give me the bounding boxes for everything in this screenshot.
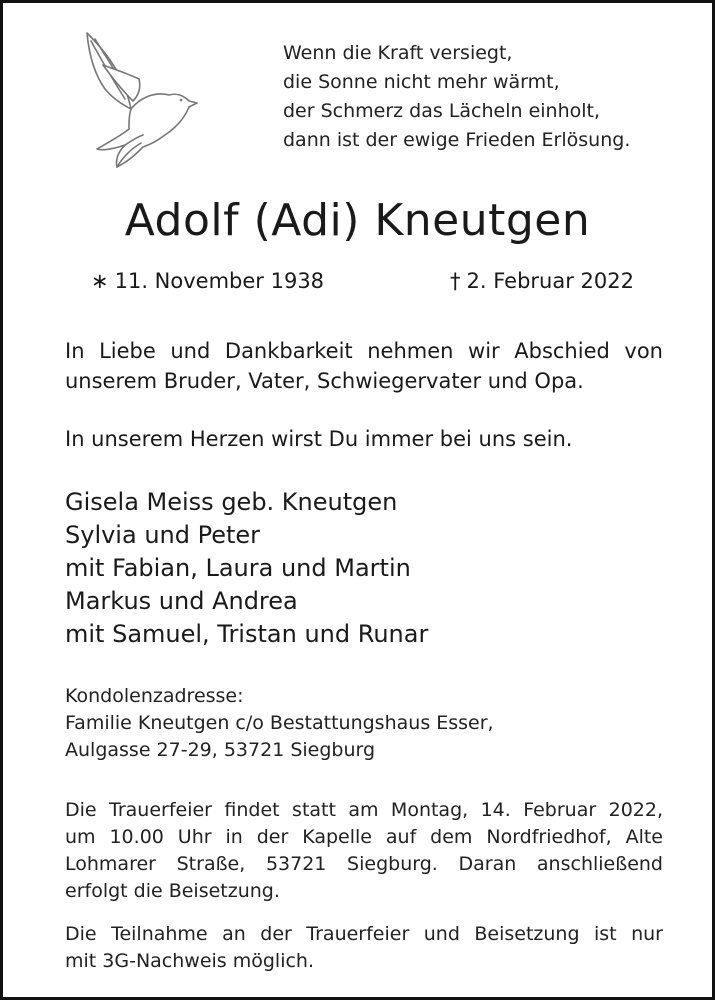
condolence-line: Aulgasse 27-29, 53721 Siegburg bbox=[65, 739, 376, 761]
ceremony-line: Lohmarer Straße, 53721 Siegburg. Daran anschließend bbox=[65, 853, 663, 875]
death-date-text: 2. Februar 2022 bbox=[466, 269, 634, 293]
poem-line: der Schmerz das Lächeln einholt, bbox=[283, 100, 601, 122]
deceased-name: Adolf (Adi) Kneutgen bbox=[124, 195, 591, 246]
birth-date-text: 11. November 1938 bbox=[114, 269, 325, 293]
attendance-notice bbox=[65, 921, 663, 975]
poem-line: dann ist der ewige Frieden Erlösung. bbox=[283, 129, 631, 151]
condolence-label: Kondolenzadresse: bbox=[65, 685, 244, 707]
poem-line: die Sonne nicht mehr wärmt, bbox=[283, 71, 560, 93]
ceremony-line: erfolgt die Beisetzung. bbox=[65, 880, 280, 902]
death-date bbox=[450, 269, 634, 293]
farewell-line: unserem Bruder, Vater, Schwiegervater und Opa. bbox=[65, 369, 584, 393]
notice-line: mit 3G-Nachweis möglich. bbox=[65, 950, 315, 972]
dove-icon bbox=[73, 25, 203, 175]
ceremony-line: Die Trauerfeier findet statt am Montag, 14. Februar 2022, bbox=[65, 799, 663, 821]
family-member: Markus und Andrea bbox=[65, 587, 298, 615]
ceremony-line: um 10.00 Uhr in der Kapelle auf dem Nordfriedhof, Alte bbox=[65, 826, 663, 848]
family-member: mit Fabian, Laura und Martin bbox=[65, 554, 411, 582]
heart-message: In unserem Herzen wirst Du immer bei uns sein. bbox=[65, 427, 573, 451]
notice-line: Die Teilnahme an der Trauerfeier und Beisetzung ist nur bbox=[65, 923, 663, 945]
birth-star-icon: ∗ bbox=[91, 269, 109, 293]
poem bbox=[283, 39, 630, 155]
death-cross-icon: † bbox=[450, 269, 461, 293]
poem-line: Wenn die Kraft versiegt, bbox=[283, 42, 513, 64]
family-member: mit Samuel, Tristan und Runar bbox=[65, 620, 429, 648]
family-list bbox=[65, 486, 428, 651]
condolence-line: Familie Kneutgen c/o Bestattungshaus Esser, bbox=[65, 712, 494, 734]
ceremony-info bbox=[65, 797, 663, 905]
condolence-address bbox=[65, 683, 494, 764]
farewell-message bbox=[65, 336, 663, 396]
family-member: Gisela Meiss geb. Kneutgen bbox=[65, 488, 398, 516]
family-member: Sylvia und Peter bbox=[65, 521, 261, 549]
birth-date bbox=[91, 269, 324, 293]
farewell-line: In Liebe und Dankbarkeit nehmen wir Abschied von bbox=[65, 339, 663, 363]
